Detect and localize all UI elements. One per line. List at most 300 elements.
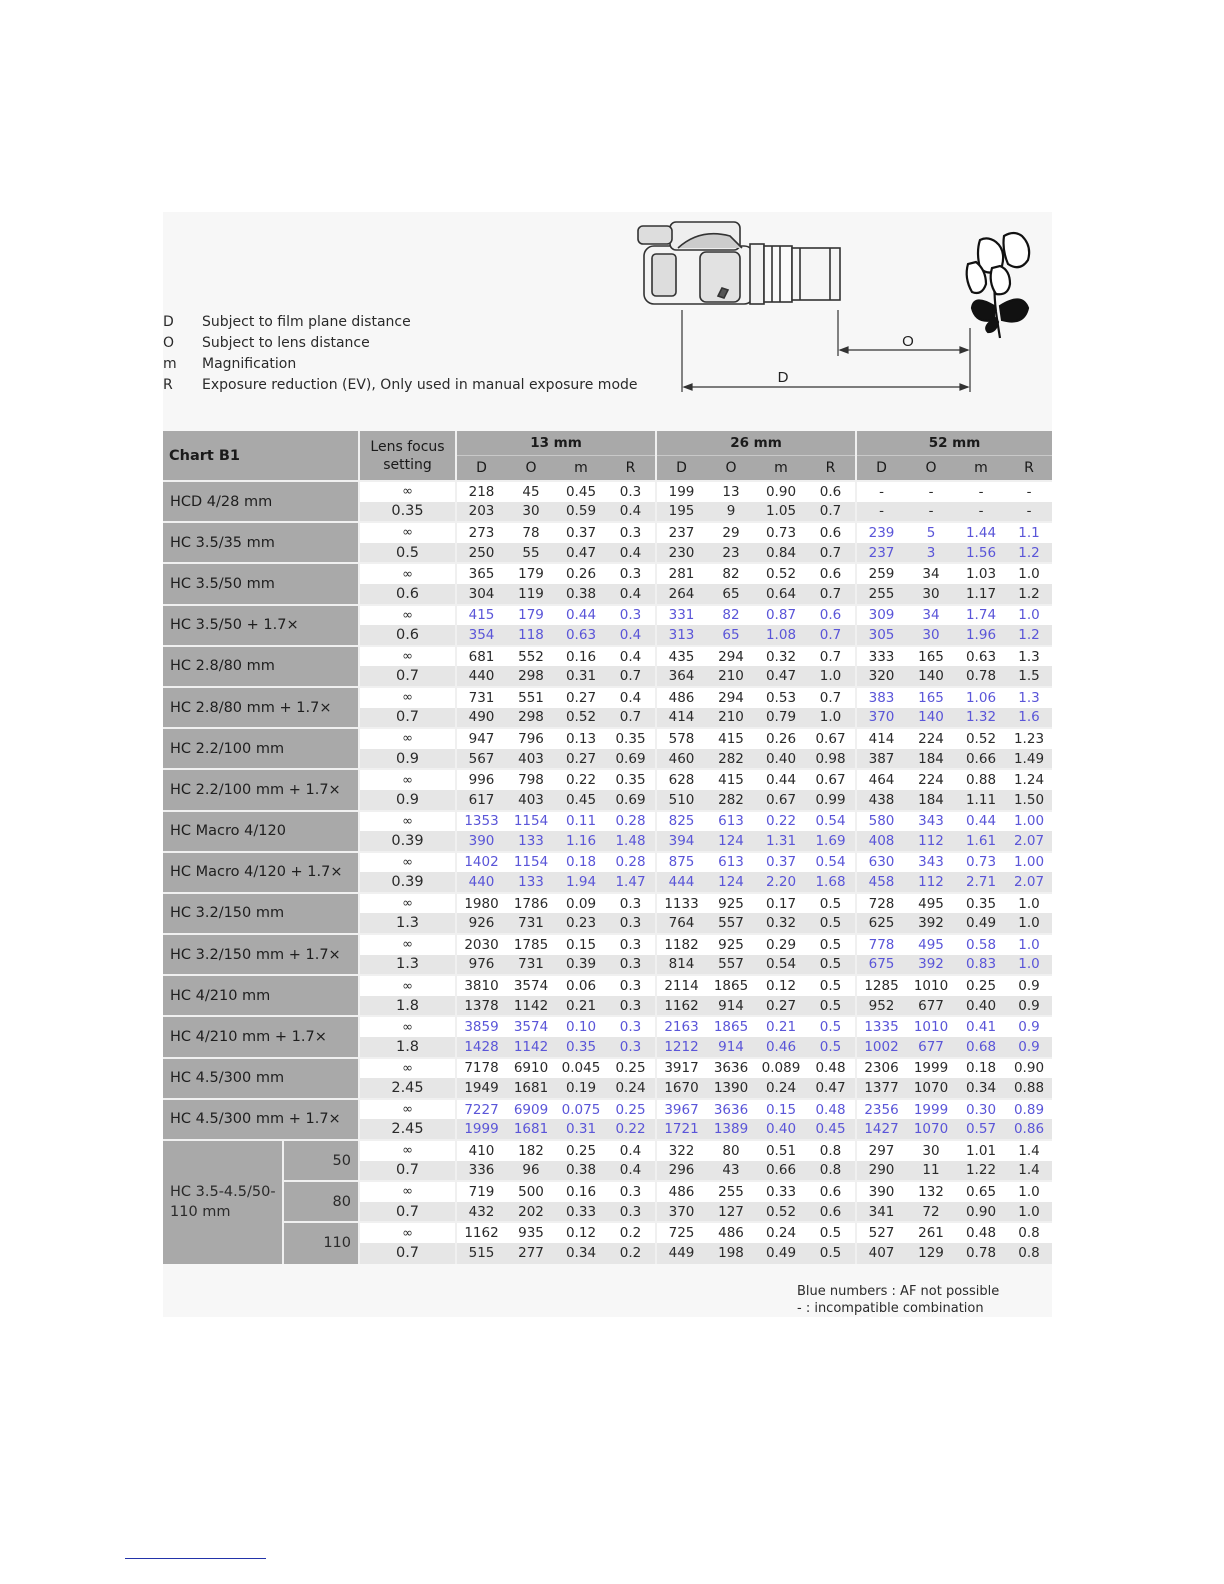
table-cell: 0.30 — [956, 1099, 1006, 1120]
table-cell: 0.3 — [606, 955, 656, 976]
table-cell: 210 — [706, 708, 756, 729]
table-cell: 935 — [506, 1222, 556, 1243]
table-cell: 486 — [656, 687, 706, 708]
table-cell: 343 — [906, 811, 956, 832]
table-cell: 1999 — [906, 1099, 956, 1120]
table-cell: 1.44 — [956, 522, 1006, 543]
focus-setting-cell: 0.7 — [359, 1243, 456, 1264]
table-cell: 1.0 — [806, 708, 856, 729]
table-cell: 1.22 — [956, 1161, 1006, 1182]
table-cell: 2306 — [856, 1058, 906, 1079]
lens-name-cell: HC 4/210 mm — [163, 975, 359, 1016]
table-cell: 0.075 — [556, 1099, 606, 1120]
table-cell: 0.41 — [956, 1016, 1006, 1037]
table-cell: 0.47 — [806, 1078, 856, 1099]
table-cell: 224 — [906, 728, 956, 749]
table-cell: 0.87 — [756, 605, 806, 626]
table-cell: 996 — [456, 769, 506, 790]
table-cell: 119 — [506, 584, 556, 605]
table-cell: 0.7 — [806, 625, 856, 646]
legend-key: O — [163, 335, 175, 351]
table-cell: 0.35 — [556, 1037, 606, 1058]
table-cell: 0.7 — [606, 666, 656, 687]
table-cell: 410 — [456, 1140, 506, 1161]
focus-setting-cell: ∞ — [359, 687, 456, 708]
table-cell: 0.18 — [556, 852, 606, 873]
focus-setting-cell: ∞ — [359, 481, 456, 502]
footnote-incompatible: - : incompatible combination — [797, 1301, 984, 1316]
table-cell: 1.2 — [1006, 543, 1052, 564]
table-cell: 444 — [656, 872, 706, 893]
table-cell: 3917 — [656, 1058, 706, 1079]
focus-setting-cell: 1.8 — [359, 996, 456, 1017]
table-cell: 1.3 — [1006, 646, 1052, 667]
table-cell: 1154 — [506, 811, 556, 832]
table-cell: 0.69 — [606, 749, 656, 770]
table-cell: 0.51 — [756, 1140, 806, 1161]
focus-setting-cell: ∞ — [359, 1140, 456, 1161]
table-cell: 331 — [656, 605, 706, 626]
focus-setting-cell: 0.6 — [359, 584, 456, 605]
table-cell: 0.3 — [606, 913, 656, 934]
lens-name-cell: HC 3.5/50 mm — [163, 563, 359, 604]
table-cell: 179 — [506, 605, 556, 626]
table-cell: 0.49 — [956, 913, 1006, 934]
table-row — [163, 893, 1052, 914]
table-cell: 0.5 — [806, 975, 856, 996]
table-cell: 0.27 — [556, 749, 606, 770]
table-cell: 0.6 — [806, 563, 856, 584]
table-cell: 1.31 — [756, 831, 806, 852]
table-cell: 383 — [856, 687, 906, 708]
legend-key: m — [163, 356, 177, 372]
table-cell: 527 — [856, 1222, 906, 1243]
table-cell: 394 — [656, 831, 706, 852]
table-cell: 1.0 — [1006, 1202, 1052, 1223]
table-cell: 0.90 — [1006, 1058, 1052, 1079]
table-cell: 198 — [706, 1243, 756, 1264]
table-cell: 1427 — [856, 1119, 906, 1140]
table-cell: 408 — [856, 831, 906, 852]
table-cell: 0.31 — [556, 1119, 606, 1140]
table-cell: 255 — [706, 1181, 756, 1202]
focus-setting-cell: ∞ — [359, 605, 456, 626]
table-cell: 1.48 — [606, 831, 656, 852]
table-cell: 0.47 — [756, 666, 806, 687]
table-row — [163, 769, 1052, 790]
table-cell: - — [956, 502, 1006, 523]
table-cell: 0.16 — [556, 646, 606, 667]
table-cell: 140 — [906, 666, 956, 687]
column-header-d: D — [856, 456, 906, 482]
table-cell: 0.15 — [756, 1099, 806, 1120]
focus-setting-cell: ∞ — [359, 975, 456, 996]
table-cell: 203 — [456, 502, 506, 523]
table-cell: 30 — [906, 584, 956, 605]
table-cell: 2.20 — [756, 872, 806, 893]
column-header-o: O — [506, 456, 556, 482]
table-cell: 309 — [856, 605, 906, 626]
table-cell: 0.44 — [556, 605, 606, 626]
table-cell: 336 — [456, 1161, 506, 1182]
distance-arrows — [682, 310, 970, 392]
table-cell: 0.17 — [756, 893, 806, 914]
column-header-d: D — [456, 456, 506, 482]
table-cell: 0.64 — [756, 584, 806, 605]
label-d: D — [777, 369, 789, 386]
table-cell: 0.5 — [806, 1037, 856, 1058]
table-cell: 0.67 — [756, 790, 806, 811]
table-cell: 0.65 — [956, 1181, 1006, 1202]
table-cell: 210 — [706, 666, 756, 687]
legend-key: R — [163, 377, 173, 393]
table-cell: 255 — [856, 584, 906, 605]
table-cell: 551 — [506, 687, 556, 708]
table-cell: 0.68 — [956, 1037, 1006, 1058]
table-cell: 0.90 — [756, 481, 806, 502]
table-cell: 1.6 — [1006, 708, 1052, 729]
table-cell: 0.8 — [1006, 1222, 1052, 1243]
table-cell: 1681 — [506, 1078, 556, 1099]
table-cell: 273 — [456, 522, 506, 543]
table-cell: 0.3 — [606, 1202, 656, 1223]
table-cell: 500 — [506, 1181, 556, 1202]
table-cell: - — [1006, 481, 1052, 502]
table-cell: 1335 — [856, 1016, 906, 1037]
table-cell: 976 — [456, 955, 506, 976]
lens-name-cell: HC 2.8/80 mm — [163, 646, 359, 687]
legend-item — [163, 354, 643, 375]
column-header-o: O — [906, 456, 956, 482]
table-cell: 165 — [906, 646, 956, 667]
table-cell: 65 — [706, 584, 756, 605]
table-cell: 45 — [506, 481, 556, 502]
legend — [163, 312, 643, 396]
table-cell: 1.4 — [1006, 1140, 1052, 1161]
focus-setting-cell: ∞ — [359, 563, 456, 584]
table-cell: 0.5 — [806, 955, 856, 976]
table-cell: - — [956, 481, 1006, 502]
lens-name-cell: HC 3.5/35 mm — [163, 522, 359, 563]
table-cell: 1010 — [906, 975, 956, 996]
table-cell: 0.89 — [1006, 1099, 1052, 1120]
focus-setting-cell: ∞ — [359, 1222, 456, 1243]
zoom-lens-name-cell: HC 3.5-4.5/50-110 mm — [163, 1140, 283, 1264]
zoom-focal-length-cell: 50 — [283, 1140, 359, 1181]
table-cell: 403 — [506, 749, 556, 770]
table-cell: 0.24 — [606, 1078, 656, 1099]
table-cell: 0.48 — [806, 1099, 856, 1120]
table-row — [163, 1140, 1052, 1161]
chart-title: Chart B1 — [163, 431, 359, 481]
table-cell: 0.34 — [556, 1243, 606, 1264]
table-row — [163, 811, 1052, 832]
table-cell: 30 — [906, 1140, 956, 1161]
focus-setting-cell: 2.45 — [359, 1119, 456, 1140]
table-cell: 567 — [456, 749, 506, 770]
table-cell: 0.58 — [956, 934, 1006, 955]
table-cell: 0.52 — [556, 708, 606, 729]
table-cell: 0.6 — [806, 481, 856, 502]
table-cell: 296 — [656, 1161, 706, 1182]
table-cell: 3859 — [456, 1016, 506, 1037]
table-cell: 1.5 — [1006, 666, 1052, 687]
table-cell: 764 — [656, 913, 706, 934]
table-cell: 0.40 — [756, 749, 806, 770]
table-cell: 731 — [506, 955, 556, 976]
focus-setting-cell: ∞ — [359, 934, 456, 955]
table-cell: 1.32 — [956, 708, 1006, 729]
table-row — [163, 1099, 1052, 1120]
table-cell: 0.47 — [556, 543, 606, 564]
table-cell: 1.4 — [1006, 1161, 1052, 1182]
table-cell: 322 — [656, 1140, 706, 1161]
focus-setting-cell: ∞ — [359, 893, 456, 914]
table-cell: 2030 — [456, 934, 506, 955]
table-cell: 1949 — [456, 1078, 506, 1099]
table-cell: 0.67 — [806, 728, 856, 749]
table-cell: 320 — [856, 666, 906, 687]
table-cell: 0.5 — [806, 893, 856, 914]
table-cell: 0.5 — [806, 934, 856, 955]
table-cell: 2163 — [656, 1016, 706, 1037]
camera-icon — [638, 222, 840, 304]
table-cell: 0.3 — [606, 975, 656, 996]
focus-setting-cell: ∞ — [359, 1016, 456, 1037]
table-cell: 2.07 — [1006, 831, 1052, 852]
table-cell: 11 — [906, 1161, 956, 1182]
table-row — [163, 687, 1052, 708]
table-cell: 112 — [906, 872, 956, 893]
table-cell: 0.38 — [556, 1161, 606, 1182]
table-cell: 199 — [656, 481, 706, 502]
table-cell: 3 — [906, 543, 956, 564]
table-cell: 675 — [856, 955, 906, 976]
table-cell: 127 — [706, 1202, 756, 1223]
table-cell: 0.4 — [606, 1140, 656, 1161]
table-cell: 415 — [706, 769, 756, 790]
table-cell: 0.13 — [556, 728, 606, 749]
table-cell: 1.05 — [756, 502, 806, 523]
table-cell: 495 — [906, 934, 956, 955]
table-cell: 825 — [656, 811, 706, 832]
table-cell: 0.22 — [756, 811, 806, 832]
table-cell: 13 — [706, 481, 756, 502]
table-cell: 124 — [706, 872, 756, 893]
table-cell: 0.54 — [806, 811, 856, 832]
table-cell: 0.52 — [756, 1202, 806, 1223]
focus-setting-cell: ∞ — [359, 522, 456, 543]
table-cell: 0.6 — [806, 1202, 856, 1223]
table-cell: 1.0 — [1006, 934, 1052, 955]
focus-setting-cell: 0.9 — [359, 749, 456, 770]
table-cell: 0.9 — [1006, 996, 1052, 1017]
table-cell: 0.90 — [956, 1202, 1006, 1223]
table-cell: 333 — [856, 646, 906, 667]
table-cell: 0.33 — [556, 1202, 606, 1223]
table-cell: 0.3 — [606, 522, 656, 543]
table-cell: 0.25 — [606, 1099, 656, 1120]
table-cell: 0.88 — [956, 769, 1006, 790]
table-cell: 0.28 — [606, 811, 656, 832]
lens-focus-setting-header: Lens focus setting — [359, 431, 456, 481]
table-cell: 0.69 — [606, 790, 656, 811]
table-cell: 133 — [506, 831, 556, 852]
table-cell: 0.15 — [556, 934, 606, 955]
table-cell: 0.45 — [556, 790, 606, 811]
table-cell: 0.8 — [806, 1161, 856, 1182]
table-cell: 495 — [906, 893, 956, 914]
table-cell: 0.26 — [556, 563, 606, 584]
table-cell: 1.00 — [1006, 852, 1052, 873]
table-cell: 1.0 — [806, 666, 856, 687]
table-cell: 0.4 — [606, 687, 656, 708]
table-cell: 1.96 — [956, 625, 1006, 646]
table-cell: 407 — [856, 1243, 906, 1264]
table-cell: 1.2 — [1006, 584, 1052, 605]
table-cell: 0.5 — [806, 1222, 856, 1243]
table-cell: 415 — [456, 605, 506, 626]
table-cell: 778 — [856, 934, 906, 955]
column-header-r: R — [1006, 456, 1052, 482]
table-cell: 926 — [456, 913, 506, 934]
table-cell: 625 — [856, 913, 906, 934]
table-cell: 510 — [656, 790, 706, 811]
table-cell: 725 — [656, 1222, 706, 1243]
table-cell: 0.25 — [556, 1140, 606, 1161]
table-cell: 23 — [706, 543, 756, 564]
table-row — [163, 481, 1052, 502]
focus-setting-cell: 0.35 — [359, 502, 456, 523]
lens-name-cell: HC 2.2/100 mm + 1.7× — [163, 769, 359, 810]
lens-name-cell: HC 3.5/50 + 1.7× — [163, 605, 359, 646]
focus-setting-cell: ∞ — [359, 1099, 456, 1120]
flower-icon — [967, 233, 1029, 338]
table-cell: 0.4 — [606, 543, 656, 564]
table-cell: 0.37 — [756, 852, 806, 873]
table-cell: 341 — [856, 1202, 906, 1223]
table-cell: 464 — [856, 769, 906, 790]
footnote-blue-numbers: Blue numbers : AF not possible — [797, 1284, 1000, 1299]
table-cell: 298 — [506, 666, 556, 687]
focus-setting-cell: 0.6 — [359, 625, 456, 646]
table-cell: 449 — [656, 1243, 706, 1264]
table-cell: 0.54 — [806, 852, 856, 873]
table-cell: 0.66 — [756, 1161, 806, 1182]
focus-setting-cell: 0.7 — [359, 708, 456, 729]
table-cell: - — [906, 502, 956, 523]
table-cell: 294 — [706, 687, 756, 708]
table-row — [163, 646, 1052, 667]
lens-name-cell: HC 2.8/80 mm + 1.7× — [163, 687, 359, 728]
table-cell: 798 — [506, 769, 556, 790]
table-cell: 1162 — [656, 996, 706, 1017]
table-cell: 0.4 — [606, 502, 656, 523]
table-cell: 129 — [906, 1243, 956, 1264]
table-cell: 677 — [906, 1037, 956, 1058]
table-cell: 0.45 — [556, 481, 606, 502]
table-cell: 165 — [906, 687, 956, 708]
table-cell: 1.0 — [1006, 913, 1052, 934]
table-row — [163, 728, 1052, 749]
column-header-o: O — [706, 456, 756, 482]
table-cell: 0.40 — [756, 1119, 806, 1140]
table-cell: 0.29 — [756, 934, 806, 955]
table-cell: 1.69 — [806, 831, 856, 852]
table-cell: 1670 — [656, 1078, 706, 1099]
table-cell: 0.49 — [756, 1243, 806, 1264]
table-cell: 731 — [456, 687, 506, 708]
table-cell: 435 — [656, 646, 706, 667]
table-cell: 78 — [506, 522, 556, 543]
table-cell: 0.3 — [606, 605, 656, 626]
table-cell: 0.9 — [1006, 1016, 1052, 1037]
table-cell: 0.54 — [756, 955, 806, 976]
table-cell: 1.74 — [956, 605, 1006, 626]
table-cell: 580 — [856, 811, 906, 832]
table-cell: 1.49 — [1006, 749, 1052, 770]
table-cell: 0.73 — [956, 852, 1006, 873]
table-cell: 1377 — [856, 1078, 906, 1099]
table-cell: 230 — [656, 543, 706, 564]
table-cell: 133 — [506, 872, 556, 893]
table-cell: 0.3 — [606, 934, 656, 955]
table-cell: 925 — [706, 893, 756, 914]
table-cell: 578 — [656, 728, 706, 749]
table-cell: 1.06 — [956, 687, 1006, 708]
table-cell: 0.79 — [756, 708, 806, 729]
table-row — [163, 1222, 1052, 1243]
table-cell: 0.37 — [556, 522, 606, 543]
table-cell: 0.7 — [606, 708, 656, 729]
table-cell: 403 — [506, 790, 556, 811]
focus-setting-cell: 1.3 — [359, 913, 456, 934]
table-cell: 0.3 — [606, 1181, 656, 1202]
table-cell: 0.16 — [556, 1181, 606, 1202]
zoom-focal-length-cell: 110 — [283, 1222, 359, 1263]
table-cell: 1.01 — [956, 1140, 1006, 1161]
table-cell: 218 — [456, 481, 506, 502]
table-row — [163, 1058, 1052, 1079]
table-cell: 0.25 — [606, 1058, 656, 1079]
table-cell: 0.34 — [956, 1078, 1006, 1099]
table-cell: 237 — [656, 522, 706, 543]
table-cell: 0.2 — [606, 1243, 656, 1264]
table-cell: 1285 — [856, 975, 906, 996]
table-cell: 1.47 — [606, 872, 656, 893]
table-cell: 875 — [656, 852, 706, 873]
table-cell: 224 — [906, 769, 956, 790]
table-cell: 282 — [706, 749, 756, 770]
table-cell: 2.71 — [956, 872, 1006, 893]
table-cell: 0.3 — [606, 893, 656, 914]
table-cell: 0.40 — [956, 996, 1006, 1017]
table-cell: 0.44 — [956, 811, 1006, 832]
label-o: O — [902, 333, 914, 350]
table-cell: 0.78 — [956, 1243, 1006, 1264]
table-cell: 1865 — [706, 975, 756, 996]
table-cell: 0.9 — [1006, 1037, 1052, 1058]
table-cell: 0.22 — [606, 1119, 656, 1140]
table-cell: 1721 — [656, 1119, 706, 1140]
table-cell: 1070 — [906, 1119, 956, 1140]
table-cell: 0.52 — [956, 728, 1006, 749]
group-header-26mm: 26 mm — [656, 431, 856, 456]
table-cell: - — [856, 502, 906, 523]
table-cell: - — [1006, 502, 1052, 523]
table-cell: 1.16 — [556, 831, 606, 852]
table-cell: 0.53 — [756, 687, 806, 708]
